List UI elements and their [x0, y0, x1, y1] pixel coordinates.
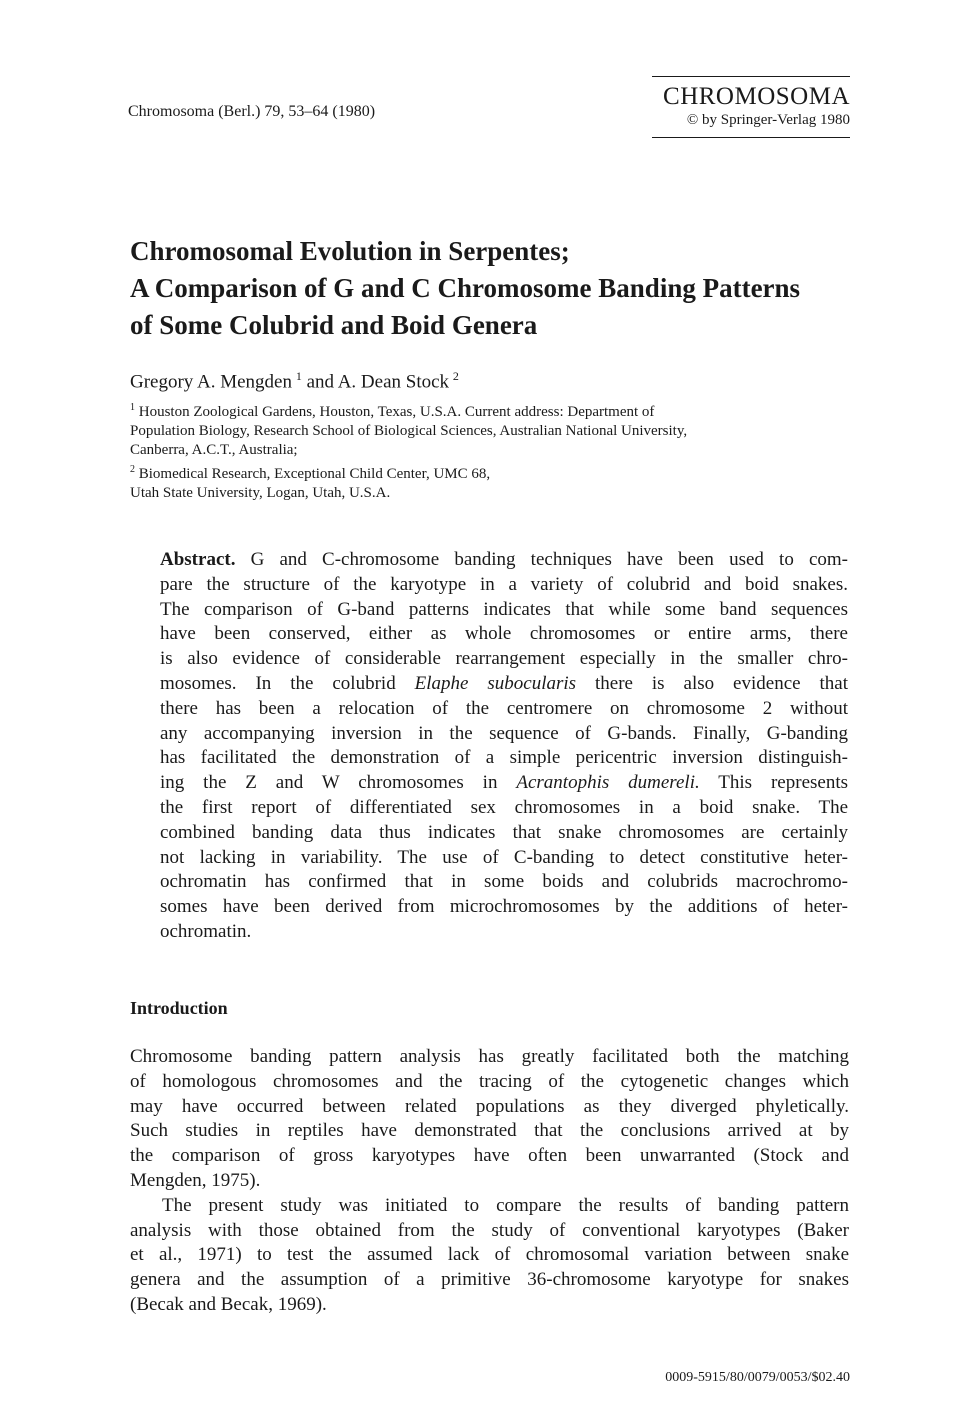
abstract-label: Abstract.	[160, 549, 236, 570]
body-line: may have occurred between related populations as they diverged phyletically.	[130, 1095, 849, 1117]
abstract-text: mosomes. In the colubrid	[160, 672, 415, 694]
title-line: A Comparison of G and C Chromosome Banding Patterns	[130, 273, 801, 303]
affiliation-text: Houston Zoological Gardens, Houston, Texas, U.S.A. Current address: Department of	[135, 404, 655, 420]
affiliation-line	[130, 398, 850, 422]
abstract-line: has facilitated the demonstration of a simple pericentric inversion distinguish-	[160, 747, 848, 769]
body-line: analysis with those obtained from the study of conventional karyotypes (Baker	[130, 1219, 849, 1241]
abstract-line: combined banding data thus indicates that snake chromosomes are certainly	[160, 821, 848, 843]
affiliation-mark: 1	[130, 402, 135, 413]
abstract-line: pare the structure of the karyotype in a variety of colubrid and boid snakes.	[160, 573, 848, 595]
body-line: et al., 1971) to test the assumed lack of chromosomal variation between snake	[130, 1244, 849, 1266]
abstract-line: there has been a relocation of the centromere on chromosome 2 without	[160, 697, 848, 719]
abstract-line: is also evidence of considerable rearrangement especially in the smaller chro-	[160, 648, 848, 670]
body-line: The present study was initiated to compare the results of banding pattern	[162, 1194, 849, 1216]
author-list	[130, 369, 459, 393]
article-code: 0009-5915/80/0079/0053/$02.40	[665, 1370, 850, 1385]
journal-masthead	[652, 76, 850, 138]
author-conjunction: and	[301, 371, 338, 393]
abstract-line: any accompanying inversion in the sequence of G-bands. Finally, G-banding	[160, 722, 848, 744]
paper-title	[130, 233, 890, 344]
body-line: the comparison of gross karyotypes have often been unwarranted (Stock and	[130, 1145, 849, 1167]
author-name: A. Dean Stock	[337, 371, 450, 393]
species-name: Elaphe subocularis	[414, 672, 577, 694]
masthead-top-rule	[652, 76, 850, 77]
affiliations	[130, 398, 850, 503]
abstract-line: ochromatin.	[160, 920, 252, 942]
affiliation-line: Population Biology, Research School of Biological Sciences, Australian National University,	[130, 423, 688, 439]
abstract-line: the first report of differentiated sex chromosomes in a boid snake. The	[160, 796, 848, 818]
affiliation-text: Biomedical Research, Exceptional Child Center, UMC 68,	[135, 466, 491, 482]
body-line: Such studies in reptiles have demonstrated that the conclusions arrived at by	[130, 1120, 849, 1142]
affiliation-mark: 2	[452, 369, 459, 383]
abstract-text: there is also evidence that	[576, 672, 848, 694]
body-line: Chromosome banding pattern analysis has greatly facilitated both the matching	[130, 1046, 849, 1067]
affiliation-line: Utah State University, Logan, Utah, U.S.A.	[130, 485, 391, 501]
journal-name: CHROMOSOMA	[663, 83, 850, 110]
body-line: genera and the assumption of a primitive 36-chromosome karyotype for snakes	[130, 1269, 849, 1291]
abstract-line	[160, 672, 848, 697]
abstract	[160, 548, 848, 945]
abstract-line	[160, 548, 848, 573]
title-line: Chromosomal Evolution in Serpentes;	[130, 236, 570, 266]
journal-citation: Chromosoma (Berl.) 79, 53–64 (1980)	[128, 103, 376, 120]
abstract-text: G and C-chromosome banding techniques have been used to com-	[235, 549, 848, 570]
section-heading: Introduction	[130, 998, 228, 1018]
abstract-line: ochromatin has confirmed that in some boids and colubrids macrochromo-	[160, 871, 848, 893]
title-line: of Some Colubrid and Boid Genera	[130, 310, 538, 340]
abstract-text: ing the Z and W chromosomes in	[160, 772, 517, 794]
author-name: Gregory A. Mengden	[130, 371, 292, 393]
abstract-line: The comparison of G-band patterns indicates that while some band sequences	[160, 598, 848, 620]
abstract-line	[160, 771, 848, 796]
copyright-notice: © by Springer-Verlag 1980	[686, 112, 850, 128]
body-line: of homologous chromosomes and the tracing of the cytogenetic changes which	[130, 1070, 849, 1092]
body-line: Mengden, 1975).	[130, 1169, 261, 1191]
abstract-text: This represents	[699, 772, 848, 794]
abstract-line: somes have been derived from microchromosomes by the additions of heter-	[160, 896, 848, 918]
species-name: Acrantophis dumereli.	[516, 772, 700, 794]
masthead-bottom-rule	[652, 137, 850, 138]
introduction-body	[130, 1045, 849, 1318]
affiliation-mark: 2	[130, 464, 135, 475]
affiliation-mark: 1	[295, 369, 302, 383]
affiliation-line	[130, 460, 850, 484]
abstract-line: have been conserved, either as whole chromosomes or entire arms, there	[160, 623, 848, 645]
body-line: (Becak and Becak, 1969).	[130, 1293, 327, 1315]
abstract-line: not lacking in variability. The use of C-banding to detect constitutive heter-	[160, 846, 848, 868]
affiliation-line: Canberra, A.C.T., Australia;	[130, 442, 298, 458]
